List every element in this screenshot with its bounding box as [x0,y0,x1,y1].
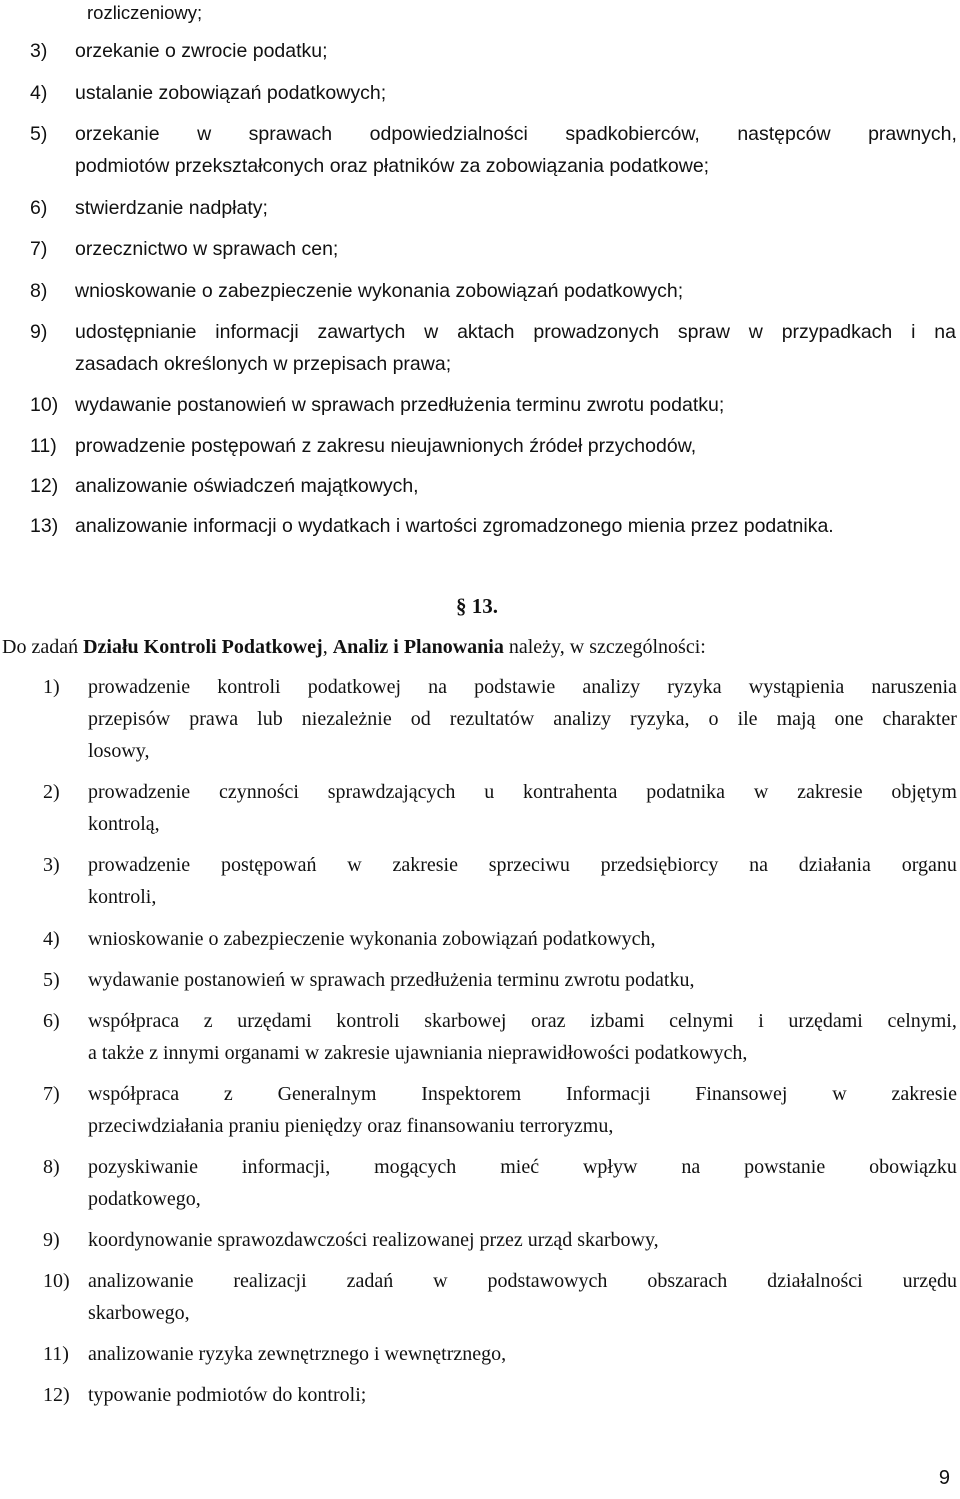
word: organu [901,854,957,876]
word: celnymi [669,1010,734,1032]
list-item-text-justified [88,849,957,881]
list-item-number: 5) [43,969,60,991]
intro-text: Do zadań [2,636,84,658]
word: podatnika [646,781,726,803]
list-item-text-justified [88,703,957,735]
list-item-text-continuation: losowy, [88,740,150,762]
word: realizacji [233,1270,307,1292]
word: sprzeciwu [488,854,570,876]
word: obowiązku [869,1156,957,1178]
word: urzędu [902,1270,957,1292]
word: informacji [215,321,299,343]
word: w [197,123,212,145]
list-item-text-justified [75,316,956,348]
word: urzędami [788,1010,863,1032]
list-item-number: 3) [30,40,48,62]
list-item-text-continuation: przeciwdziałania praniu pieniędzy oraz finansowaniu terroryzmu, [88,1115,614,1137]
word: w [748,321,763,343]
list-item-text-continuation: podmiotów przekształconych oraz płatników za zobowiązania podatkowe; [75,155,710,177]
list-lead-text: rozliczeniowy; [87,2,203,23]
word: kontroli [336,1010,400,1032]
list-item-text-continuation: zasadach określonych w przepisach prawa; [75,353,452,375]
list-item-number: 7) [43,1083,60,1105]
list-item-text: prowadzenie postępowań z zakresu nieujawnionych źródeł przychodów, [75,435,697,457]
list-item-text: wnioskowanie o zabezpieczenie wykonania zobowiązań podatkowych, [88,928,656,950]
list-item-text-continuation: skarbowego, [88,1302,190,1324]
word: oraz [531,1010,566,1032]
list-item-number: 10) [30,394,59,416]
list-item-text-justified [88,1265,957,1297]
list-item-number: 11) [43,1343,69,1365]
word: przepisów [88,708,171,730]
list-item-number: 1) [43,676,60,698]
word: ryzyka, [630,708,690,730]
word: charakter [882,708,957,730]
word: następców [737,123,831,145]
list-item-text-justified [88,1005,957,1037]
list-item-text: wydawanie postanowień w sprawach przedłużenia terminu zwrotu podatku, [88,969,695,991]
word: w [832,1083,847,1105]
word: ryzyka [667,676,722,698]
word: analizy [582,676,641,698]
word: analizy [553,708,611,730]
word: podstawie [474,676,556,698]
list-item-number: 10) [43,1270,70,1292]
list-item-number: 9) [30,321,48,343]
list-item-text: wnioskowanie o zabezpieczenie wykonania zobowiązań podatkowych; [75,280,684,302]
list-item-number: 8) [30,280,48,302]
word: na [934,321,956,343]
department-name-continued: Analiz i Planowania [332,636,504,658]
word: skarbowej [424,1010,507,1032]
intro-separator: , [322,636,333,658]
word: wystąpienia [748,676,845,698]
section-heading: § 13. [456,594,498,618]
list-item-text-justified [88,776,957,808]
word: na [428,676,448,698]
word: mają [776,708,816,730]
word: o [708,708,719,730]
word: prowadzenie [88,676,191,698]
word: na [681,1156,701,1178]
word: Generalnym [277,1083,377,1105]
word: sprawach [248,123,333,145]
list-item-text: stwierdzanie nadpłaty; [75,197,268,219]
word: ile [737,708,758,730]
word: kontroli [217,676,281,698]
word: z [203,1010,213,1032]
word: kontrahenta [523,781,618,803]
list-item-number: 4) [30,82,48,104]
word: w [433,1270,448,1292]
list-item-text-justified [75,118,957,150]
word: w [753,781,769,803]
word: spadkobierców, [565,123,700,145]
list-item-text-justified [88,671,957,703]
list-item-text: typowanie podmiotów do kontroli; [88,1384,367,1406]
list-item-number: 12) [30,475,59,497]
word: mieć [500,1156,540,1178]
list-item-text: analizowanie informacji o wydatkach i wartości zgromadzonego mienia przez podatnika. [75,515,834,537]
word: i [911,321,916,343]
word: obszarach [647,1270,728,1292]
word: zakresie [891,1083,957,1105]
word: prowadzenie [88,781,191,803]
section-intro [2,631,706,663]
word: zakresie [392,854,458,876]
word: Finansowej [695,1083,788,1105]
word: działania [798,854,871,876]
word: spraw [677,321,730,343]
list-item-number: 5) [30,123,48,145]
word: wpływ [582,1156,638,1178]
word: aktach [457,321,515,343]
list-item-text: orzekanie o zwrocie podatku; [75,40,328,62]
word: niezależnie [301,708,392,730]
word: przedsiębiorcy [600,854,719,876]
word: lub [257,708,283,730]
word: celnymi, [887,1010,957,1032]
list-item-text-justified [88,1151,957,1183]
word: współpraca [88,1083,180,1105]
list-item-text: wydawanie postanowień w sprawach przedłużenia terminu zwrotu podatku; [75,394,725,416]
list-item-text: analizowanie oświadczeń majątkowych, [75,475,419,497]
word: zakresie [797,781,863,803]
word: rezultatów [449,708,535,730]
department-name: Działu Kontroli Podatkowej [83,636,323,658]
list-item-text: analizowanie ryzyka zewnętrznego i wewnętrznego, [88,1343,507,1365]
word: zawartych [317,321,406,343]
list-item-number: 4) [43,928,60,950]
word: czynności [218,781,299,803]
list-item-number: 8) [43,1156,60,1178]
word: u [484,781,495,803]
word: z [223,1083,233,1105]
word: na [749,854,768,876]
word: prowadzenie [88,854,191,876]
list-item-number: 9) [43,1229,60,1251]
list-item-number: 2) [43,781,60,803]
list-item-text: orzecznictwo w sprawach cen; [75,238,339,260]
word: w [424,321,439,343]
list-item-number: 12) [43,1384,70,1406]
word: analizowanie [88,1270,194,1292]
list-item-number: 3) [43,854,60,876]
word: od [410,708,431,730]
word: współpraca [88,1010,180,1032]
list-item-text-justified [88,1078,957,1110]
list-item-number: 6) [30,197,48,219]
word: przypadkach [781,321,893,343]
word: orzekanie [75,123,160,145]
word: podatkowej [307,676,402,698]
word: izbami [590,1010,645,1032]
word: prawa [189,708,239,730]
list-item-number: 13) [30,515,59,537]
word: informacji, [241,1156,331,1178]
word: odpowiedzialności [369,123,528,145]
word: udostępnianie [75,321,197,343]
intro-text-end: należy, w szczególności: [503,636,706,658]
list-item-number: 6) [43,1010,60,1032]
list-item-text-continuation: podatkowego, [88,1188,201,1210]
list-item-number: 11) [30,435,57,457]
word: mogących [374,1156,457,1178]
list-item-text-continuation: kontroli, [88,886,157,908]
list-item-text-continuation: a także z innymi organami w zakresie ujawniania nieprawidłowości podatkowych, [88,1042,748,1064]
list-item-text: koordynowanie sprawozdawczości realizowanej przez urząd skarbowy, [88,1229,659,1251]
word: w [347,854,362,876]
word: pozyskiwanie [88,1156,198,1178]
list-item-text: ustalanie zobowiązań podatkowych; [75,82,387,104]
page-number: 9 [938,1467,950,1489]
word: Informacji [566,1083,651,1105]
word: sprawdzających [327,781,456,803]
word: urzędami [237,1010,312,1032]
word: one [834,708,864,730]
word: objętym [891,781,957,803]
word: podstawowych [487,1270,608,1292]
list-item-number: 7) [30,238,48,260]
word: prowadzonych [533,321,660,343]
word: i [758,1010,764,1032]
list-item-text-continuation: kontrolą, [88,813,160,835]
word: zadań [346,1270,394,1292]
word: postępowań [220,854,317,876]
word: działalności [767,1270,863,1292]
word: prawnych, [868,123,957,145]
word: naruszenia [871,676,957,698]
word: Inspektorem [421,1083,522,1105]
word: powstanie [744,1156,826,1178]
